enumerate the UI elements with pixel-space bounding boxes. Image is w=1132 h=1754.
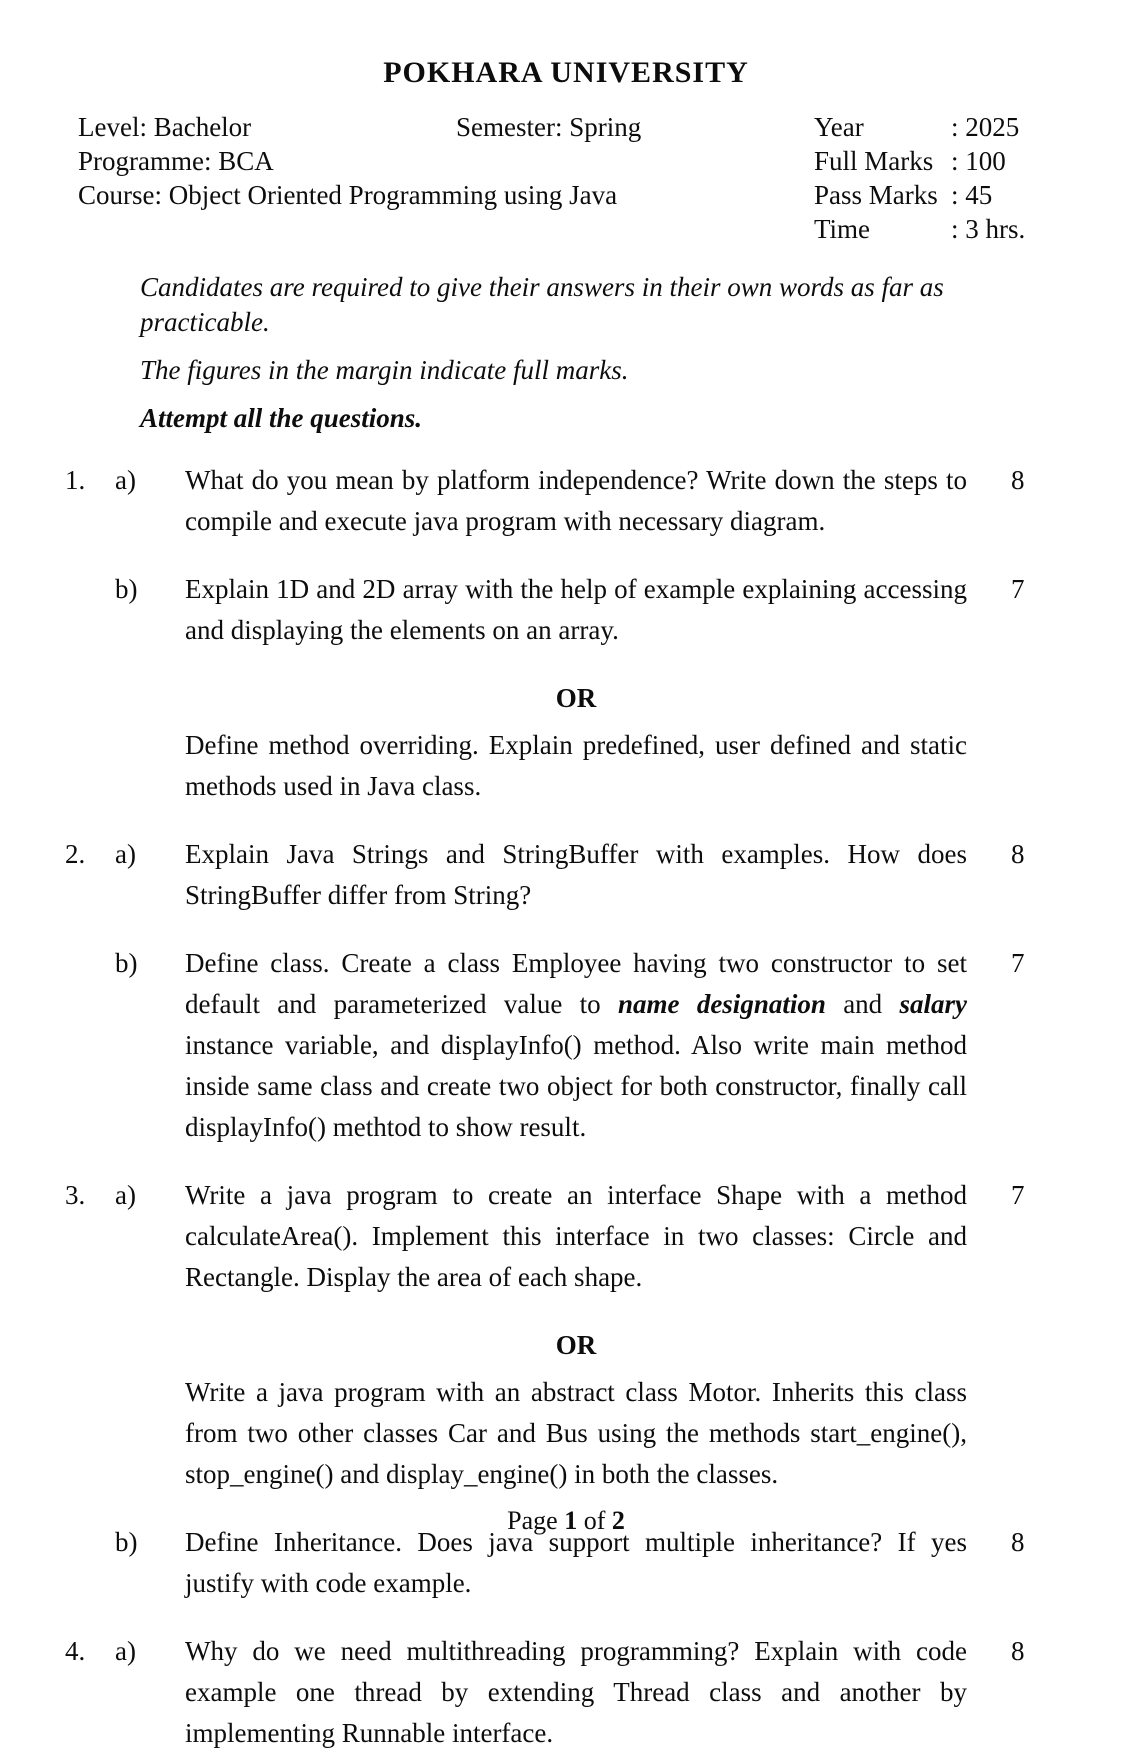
meta-spacer-2	[78, 212, 814, 246]
meta-level: Level: Bachelor	[78, 112, 252, 142]
instruction-note-1: Candidates are required to give their answers in their own words as far as practicable.	[140, 272, 944, 337]
question-marks: 7	[1011, 1180, 1025, 1210]
question-2a	[0, 834, 1132, 916]
meta-spacer-1	[456, 144, 814, 178]
question-marks: 7	[1011, 948, 1025, 978]
questions-section	[0, 460, 1132, 1754]
meta-pass-marks	[814, 178, 1072, 212]
question-letter: b)	[115, 1527, 138, 1557]
question-marks: 8	[1011, 839, 1025, 869]
meta-pass-marks-label: Pass Marks	[814, 180, 938, 210]
question-text-segment: instance variable, and displayInfo() method. Also write main method inside same class and create two object for both constructor, finally call displayInfo() methtod to show result.	[185, 1030, 967, 1142]
question-1-or-text: Define method overriding. Explain predefined, user defined and static methods used in Java class.	[185, 730, 967, 801]
meta-year	[814, 110, 1072, 144]
question-number	[65, 569, 115, 651]
question-text: What do you mean by platform independence? Write down the steps to compile and execute java program with necessary diagram.	[185, 465, 967, 536]
question-number: 4.	[65, 1636, 86, 1666]
question-3a	[0, 1175, 1132, 1298]
question-text-segment: and	[825, 989, 900, 1019]
question-text-segment: Define class. Create a class Employee having two constructor to set default and parameterized value to	[185, 948, 967, 1019]
question-4a	[0, 1631, 1132, 1754]
footer-page-number: 1	[564, 1506, 578, 1535]
question-number: 2.	[65, 839, 86, 869]
question-marks: 7	[1011, 574, 1025, 604]
footer-page-total: 2	[611, 1506, 625, 1535]
meta-course: Course: Object Oriented Programming using Java	[78, 180, 618, 210]
question-text: Explain Java Strings and StringBuffer with examples. How does StringBuffer differ from String?	[185, 839, 967, 910]
meta-year-label: Year	[814, 112, 864, 142]
instruction-note-2: The figures in the margin indicate full marks.	[140, 355, 629, 385]
footer-page-prefix: Page	[507, 1506, 558, 1535]
or-separator-q1: OR	[555, 683, 597, 713]
question-number	[65, 943, 115, 1148]
meta-programme: Programme: BCA	[78, 146, 274, 176]
footer-page-of: of	[583, 1506, 606, 1535]
question-letter: a)	[115, 839, 136, 869]
meta-pass-marks-value: : 45	[951, 180, 993, 210]
question-3-or-text: Write a java program with an abstract class Motor. Inherits this class from two other classes Car and Bus using the methods start_engine(), stop_engine() and display_engine() in both the classes.	[185, 1377, 967, 1489]
instructions-block	[140, 270, 980, 436]
question-1a	[0, 460, 1132, 542]
question-letter: b)	[115, 574, 138, 604]
page-footer	[0, 1506, 1132, 1536]
question-text-emphasis: salary	[899, 989, 968, 1019]
page-title: POKHARA UNIVERSITY	[383, 56, 749, 89]
meta-full-marks-label: Full Marks	[814, 146, 934, 176]
question-text-emphasis: name designation	[617, 989, 826, 1019]
question-text: Explain 1D and 2D array with the help of example explaining accessing and displaying the elements on an array.	[185, 574, 967, 645]
meta-time	[814, 212, 1072, 246]
question-number: 1.	[65, 465, 86, 495]
question-marks: 8	[1011, 1636, 1025, 1666]
question-letter: b)	[115, 948, 138, 978]
question-marks: 8	[1011, 465, 1025, 495]
question-text: Write a java program to create an interface Shape with a method calculateArea(). Implement this interface in two classes: Circle and Rectangle. Display the area of each shape.	[185, 1180, 967, 1292]
question-text	[185, 943, 967, 1148]
question-number: 3.	[65, 1180, 86, 1210]
question-text: Why do we need multithreading programming? Explain with code example one thread by extending Thread class and another by implementing Runnable interface.	[185, 1636, 967, 1748]
meta-time-label: Time	[814, 214, 871, 244]
exam-meta-block	[78, 110, 1072, 246]
meta-full-marks-value: : 100	[951, 146, 1006, 176]
question-letter: a)	[115, 1180, 136, 1210]
meta-full-marks	[814, 144, 1072, 178]
meta-year-value: : 2025	[951, 112, 1020, 142]
question-marks: 8	[1011, 1527, 1025, 1557]
question-letter: a)	[115, 465, 136, 495]
meta-semester: Semester: Spring	[456, 112, 642, 142]
instruction-note-3: Attempt all the questions.	[140, 403, 423, 433]
meta-time-value: : 3 hrs.	[951, 214, 1026, 244]
question-text: Define Inheritance. Does java support multiple inheritance? If yes justify with code example.	[185, 1527, 967, 1598]
question-1b	[0, 569, 1132, 651]
or-separator-q3: OR	[555, 1330, 597, 1360]
question-2b	[0, 943, 1132, 1148]
question-letter: a)	[115, 1636, 136, 1666]
